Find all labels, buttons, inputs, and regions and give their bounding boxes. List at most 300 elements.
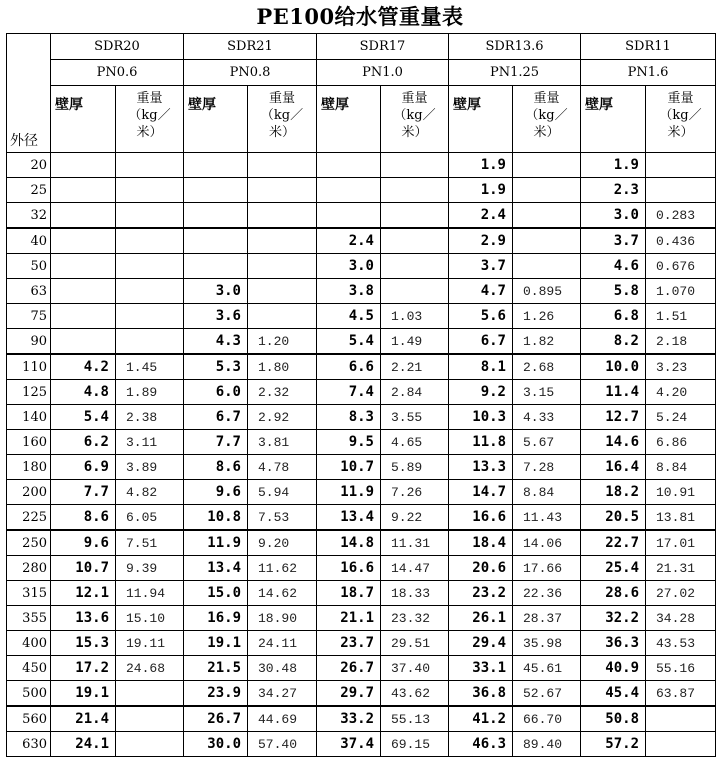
weight-cell: 28.37 [513, 606, 581, 631]
wall-thickness-cell: 11.8 [449, 430, 513, 455]
outer-diameter-cell: 40 [7, 228, 51, 254]
wall-thickness-cell: 21.4 [51, 706, 116, 732]
weight-cell: 4.78 [248, 455, 317, 480]
wall-thickness-cell: 12.1 [51, 581, 116, 606]
outer-diameter-cell: 75 [7, 304, 51, 329]
weight-label-line: 重量 [533, 91, 560, 106]
wall-thickness-cell: 14.6 [581, 430, 646, 455]
table-row [7, 505, 716, 531]
weight-cell [248, 153, 317, 178]
outer-diameter-cell: 225 [7, 505, 51, 531]
weight-header [116, 86, 184, 153]
wall-thickness-header [317, 86, 381, 153]
outer-diameter-cell: 280 [7, 556, 51, 581]
weight-cell: 29.51 [381, 631, 449, 656]
weight-cell: 34.27 [248, 681, 317, 707]
outer-diameter-cell: 500 [7, 681, 51, 707]
wall-thickness-cell: 26.7 [184, 706, 248, 732]
wall-thickness-cell: 4.2 [51, 354, 116, 380]
weight-cell: 34.28 [646, 606, 716, 631]
outer-diameter-cell: 125 [7, 380, 51, 405]
table-row [7, 405, 716, 430]
table-row [7, 380, 716, 405]
weight-cell: 7.53 [248, 505, 317, 531]
weight-cell: 6.86 [646, 430, 716, 455]
weight-cell: 1.82 [513, 329, 581, 355]
weight-cell [116, 178, 184, 203]
wall-thickness-cell: 9.5 [317, 430, 381, 455]
weight-cell: 22.36 [513, 581, 581, 606]
weight-cell [116, 329, 184, 355]
wall-thickness-cell: 5.8 [581, 279, 646, 304]
weight-cell [116, 203, 184, 229]
table-row [7, 530, 716, 556]
wall-thickness-cell: 2.4 [317, 228, 381, 254]
weight-cell: 7.51 [116, 530, 184, 556]
wall-thickness-cell: 7.7 [184, 430, 248, 455]
weight-cell: 3.15 [513, 380, 581, 405]
wall-thickness-cell: 10.0 [581, 354, 646, 380]
wall-thickness-cell: 28.6 [581, 581, 646, 606]
wall-thickness-cell: 4.8 [51, 380, 116, 405]
wall-thickness-cell [184, 178, 248, 203]
wall-thickness-cell: 7.7 [51, 480, 116, 505]
outer-diameter-cell: 400 [7, 631, 51, 656]
weight-cell [646, 153, 716, 178]
weight-cell: 11.43 [513, 505, 581, 531]
wall-thickness-cell: 22.7 [581, 530, 646, 556]
wall-thickness-cell: 37.4 [317, 732, 381, 757]
wall-thickness-cell: 6.9 [51, 455, 116, 480]
weight-cell: 4.82 [116, 480, 184, 505]
wall-thickness-cell: 13.4 [317, 505, 381, 531]
wall-thickness-cell: 29.4 [449, 631, 513, 656]
weight-cell [513, 153, 581, 178]
weight-cell: 17.01 [646, 530, 716, 556]
weight-label-line: 重量 [667, 91, 694, 106]
weight-cell: 5.24 [646, 405, 716, 430]
weight-cell: 52.67 [513, 681, 581, 707]
wall-thickness-cell: 5.4 [317, 329, 381, 355]
weight-cell: 1.20 [248, 329, 317, 355]
table-row [7, 153, 716, 178]
wall-thickness-cell: 21.1 [317, 606, 381, 631]
pn-header: PN1.25 [449, 60, 581, 86]
pn-header: PN1.6 [581, 60, 716, 86]
weight-cell [116, 279, 184, 304]
outer-diameter-cell: 63 [7, 279, 51, 304]
weight-cell: 19.11 [116, 631, 184, 656]
weight-cell: 2.92 [248, 405, 317, 430]
weight-cell: 0.436 [646, 228, 716, 254]
weight-cell [116, 254, 184, 279]
wall-thickness-cell: 15.0 [184, 581, 248, 606]
weight-cell [248, 304, 317, 329]
wall-thickness-label: 壁厚 [453, 97, 481, 113]
outer-diameter-cell: 315 [7, 581, 51, 606]
weight-cell: 3.81 [248, 430, 317, 455]
weight-cell: 43.53 [646, 631, 716, 656]
weight-cell: 63.87 [646, 681, 716, 707]
table-row [7, 329, 716, 355]
weight-cell: 7.26 [381, 480, 449, 505]
table-title: PE100给水管重量表 [256, 4, 464, 29]
od-column-header [7, 34, 51, 153]
wall-thickness-cell: 50.8 [581, 706, 646, 732]
sdr-header: SDR21 [184, 34, 317, 60]
od-header-label: 外径 [10, 133, 38, 149]
sdr-header: SDR20 [51, 34, 184, 60]
wall-thickness-cell: 17.2 [51, 656, 116, 681]
wall-thickness-header [449, 86, 513, 153]
wall-thickness-cell: 2.4 [449, 203, 513, 229]
weight-cell: 13.81 [646, 505, 716, 531]
weight-cell: 69.15 [381, 732, 449, 757]
outer-diameter-cell: 180 [7, 455, 51, 480]
outer-diameter-cell: 90 [7, 329, 51, 355]
weight-cell: 1.070 [646, 279, 716, 304]
weight-cell: 0.283 [646, 203, 716, 229]
weight-label-line: 米） [136, 125, 163, 140]
weight-cell: 1.89 [116, 380, 184, 405]
wall-thickness-cell [51, 178, 116, 203]
wall-thickness-cell: 3.0 [317, 254, 381, 279]
weight-cell [248, 228, 317, 254]
weight-cell: 9.20 [248, 530, 317, 556]
weight-cell: 43.62 [381, 681, 449, 707]
weight-cell: 2.84 [381, 380, 449, 405]
wall-thickness-cell [317, 153, 381, 178]
wall-thickness-cell: 3.8 [317, 279, 381, 304]
wall-thickness-cell: 2.3 [581, 178, 646, 203]
weight-cell: 37.40 [381, 656, 449, 681]
wall-thickness-cell: 15.3 [51, 631, 116, 656]
weight-cell: 8.84 [513, 480, 581, 505]
weight-label-line: 米） [401, 125, 428, 140]
weight-cell: 14.47 [381, 556, 449, 581]
wall-thickness-cell: 1.9 [449, 153, 513, 178]
wall-thickness-cell: 10.3 [449, 405, 513, 430]
wall-thickness-cell: 5.3 [184, 354, 248, 380]
wall-thickness-cell: 1.9 [449, 178, 513, 203]
weight-cell: 5.67 [513, 430, 581, 455]
outer-diameter-cell: 450 [7, 656, 51, 681]
outer-diameter-cell: 200 [7, 480, 51, 505]
wall-thickness-cell: 14.7 [449, 480, 513, 505]
wall-thickness-cell: 8.1 [449, 354, 513, 380]
weight-cell: 21.31 [646, 556, 716, 581]
weight-cell: 11.31 [381, 530, 449, 556]
weight-cell: 4.65 [381, 430, 449, 455]
weight-label-line: 重量 [268, 91, 295, 106]
weight-cell: 55.13 [381, 706, 449, 732]
weight-cell: 3.89 [116, 455, 184, 480]
outer-diameter-cell: 140 [7, 405, 51, 430]
wall-thickness-cell: 4.3 [184, 329, 248, 355]
weight-cell: 9.22 [381, 505, 449, 531]
wall-thickness-cell [51, 203, 116, 229]
weight-cell [116, 681, 184, 707]
weight-label-line: （kg／ [659, 108, 702, 123]
weight-cell: 3.11 [116, 430, 184, 455]
weight-cell [116, 732, 184, 757]
weight-cell: 0.895 [513, 279, 581, 304]
weight-cell [513, 203, 581, 229]
weight-cell: 10.91 [646, 480, 716, 505]
weight-cell: 6.05 [116, 505, 184, 531]
wall-thickness-cell [184, 254, 248, 279]
wall-thickness-cell: 16.4 [581, 455, 646, 480]
wall-thickness-cell: 2.9 [449, 228, 513, 254]
table-row [7, 631, 716, 656]
weight-cell: 11.62 [248, 556, 317, 581]
table-row [7, 354, 716, 380]
weight-cell [646, 178, 716, 203]
weight-cell: 1.03 [381, 304, 449, 329]
weight-cell: 35.98 [513, 631, 581, 656]
wall-thickness-cell [184, 153, 248, 178]
weight-cell: 27.02 [646, 581, 716, 606]
table-row [7, 228, 716, 254]
wall-thickness-cell: 41.2 [449, 706, 513, 732]
weight-cell: 15.10 [116, 606, 184, 631]
table-row [7, 203, 716, 229]
wall-thickness-cell [51, 329, 116, 355]
table-row [7, 581, 716, 606]
wall-thickness-cell: 9.6 [184, 480, 248, 505]
pn-header: PN1.0 [317, 60, 449, 86]
weight-cell: 5.94 [248, 480, 317, 505]
weight-cell [248, 254, 317, 279]
weight-cell: 3.23 [646, 354, 716, 380]
wall-thickness-cell: 8.6 [184, 455, 248, 480]
weight-label-line: 重量 [401, 91, 428, 106]
wall-thickness-cell: 13.4 [184, 556, 248, 581]
weight-cell [646, 732, 716, 757]
table-row [7, 455, 716, 480]
wall-thickness-cell: 6.6 [317, 354, 381, 380]
wall-thickness-cell: 20.5 [581, 505, 646, 531]
wall-thickness-cell: 3.0 [184, 279, 248, 304]
outer-diameter-cell: 110 [7, 354, 51, 380]
table-row [7, 656, 716, 681]
wall-thickness-cell: 7.4 [317, 380, 381, 405]
wall-thickness-cell: 3.6 [184, 304, 248, 329]
wall-thickness-cell: 14.8 [317, 530, 381, 556]
weight-cell: 24.68 [116, 656, 184, 681]
weight-cell: 9.39 [116, 556, 184, 581]
wall-thickness-cell [51, 153, 116, 178]
weight-cell [381, 228, 449, 254]
wall-thickness-cell: 46.3 [449, 732, 513, 757]
wall-thickness-cell: 23.9 [184, 681, 248, 707]
sdr-header: SDR11 [581, 34, 716, 60]
wall-thickness-cell: 19.1 [51, 681, 116, 707]
table-row [7, 732, 716, 757]
wall-thickness-cell: 18.4 [449, 530, 513, 556]
weight-cell [116, 228, 184, 254]
weight-cell: 45.61 [513, 656, 581, 681]
outer-diameter-cell: 25 [7, 178, 51, 203]
weight-cell: 1.45 [116, 354, 184, 380]
wall-thickness-cell [51, 228, 116, 254]
wall-thickness-cell: 6.7 [184, 405, 248, 430]
weight-cell: 44.69 [248, 706, 317, 732]
wall-thickness-cell: 6.7 [449, 329, 513, 355]
wall-thickness-cell: 36.8 [449, 681, 513, 707]
weight-cell [381, 178, 449, 203]
wall-thickness-label: 壁厚 [188, 97, 216, 113]
outer-diameter-cell: 630 [7, 732, 51, 757]
wall-thickness-cell: 12.7 [581, 405, 646, 430]
wall-thickness-header [581, 86, 646, 153]
weight-label-line: （kg／ [128, 108, 171, 123]
weight-cell: 2.21 [381, 354, 449, 380]
weight-label-line: （kg／ [525, 108, 568, 123]
weight-cell: 4.33 [513, 405, 581, 430]
wall-thickness-cell: 26.7 [317, 656, 381, 681]
table-row [7, 304, 716, 329]
table-row [7, 606, 716, 631]
wall-thickness-header [51, 86, 116, 153]
wall-thickness-cell: 16.9 [184, 606, 248, 631]
weight-cell: 30.48 [248, 656, 317, 681]
wall-thickness-cell: 25.4 [581, 556, 646, 581]
weight-header [248, 86, 317, 153]
weight-label-line: 重量 [136, 91, 163, 106]
wall-thickness-cell: 10.8 [184, 505, 248, 531]
wall-thickness-cell: 6.8 [581, 304, 646, 329]
weight-cell: 1.80 [248, 354, 317, 380]
wall-thickness-cell [317, 178, 381, 203]
weight-cell: 1.26 [513, 304, 581, 329]
wall-thickness-cell: 10.7 [317, 455, 381, 480]
weight-cell [248, 178, 317, 203]
weight-cell: 23.32 [381, 606, 449, 631]
wall-thickness-cell: 21.5 [184, 656, 248, 681]
wall-thickness-cell: 57.2 [581, 732, 646, 757]
weight-label-line: 米） [268, 125, 295, 140]
table-row [7, 556, 716, 581]
table-row [7, 681, 716, 707]
weight-cell [116, 706, 184, 732]
wall-thickness-cell: 11.4 [581, 380, 646, 405]
wall-thickness-cell: 40.9 [581, 656, 646, 681]
wall-thickness-cell: 1.9 [581, 153, 646, 178]
outer-diameter-cell: 560 [7, 706, 51, 732]
wall-thickness-label: 壁厚 [321, 97, 349, 113]
table-row [7, 279, 716, 304]
weight-cell: 11.94 [116, 581, 184, 606]
wall-thickness-cell: 8.6 [51, 505, 116, 531]
weight-cell [381, 254, 449, 279]
wall-thickness-cell: 9.2 [449, 380, 513, 405]
wall-thickness-cell: 32.2 [581, 606, 646, 631]
weight-cell: 7.28 [513, 455, 581, 480]
wall-thickness-cell: 33.1 [449, 656, 513, 681]
weight-cell: 18.90 [248, 606, 317, 631]
outer-diameter-cell: 250 [7, 530, 51, 556]
weight-cell [513, 178, 581, 203]
wall-thickness-cell: 23.7 [317, 631, 381, 656]
wall-thickness-cell: 3.7 [581, 228, 646, 254]
weight-header [381, 86, 449, 153]
weight-cell: 55.16 [646, 656, 716, 681]
outer-diameter-cell: 32 [7, 203, 51, 229]
wall-thickness-cell: 8.2 [581, 329, 646, 355]
weight-cell: 57.40 [248, 732, 317, 757]
wall-thickness-cell: 23.2 [449, 581, 513, 606]
weight-cell: 2.68 [513, 354, 581, 380]
wall-thickness-cell: 13.6 [51, 606, 116, 631]
weight-label-line: （kg／ [260, 108, 304, 123]
wall-thickness-cell: 8.3 [317, 405, 381, 430]
weight-cell: 3.55 [381, 405, 449, 430]
wall-thickness-cell [51, 254, 116, 279]
weight-header [513, 86, 581, 153]
weight-cell: 24.11 [248, 631, 317, 656]
weight-cell: 14.06 [513, 530, 581, 556]
outer-diameter-cell: 20 [7, 153, 51, 178]
wall-thickness-cell: 5.4 [51, 405, 116, 430]
wall-thickness-cell: 6.0 [184, 380, 248, 405]
wall-thickness-cell: 18.2 [581, 480, 646, 505]
wall-thickness-header [184, 86, 248, 153]
table-row [7, 254, 716, 279]
table-row [7, 178, 716, 203]
weight-cell [381, 203, 449, 229]
wall-thickness-cell: 11.9 [184, 530, 248, 556]
wall-thickness-cell: 10.7 [51, 556, 116, 581]
weight-header [646, 86, 716, 153]
wall-thickness-cell: 29.7 [317, 681, 381, 707]
weight-cell [381, 153, 449, 178]
wall-thickness-cell: 24.1 [51, 732, 116, 757]
weight-cell: 14.62 [248, 581, 317, 606]
wall-thickness-cell: 19.1 [184, 631, 248, 656]
weight-cell [513, 254, 581, 279]
weight-cell: 4.20 [646, 380, 716, 405]
wall-thickness-cell: 3.0 [581, 203, 646, 229]
pn-header: PN0.8 [184, 60, 317, 86]
wall-thickness-cell [317, 203, 381, 229]
wall-thickness-cell: 13.3 [449, 455, 513, 480]
weight-cell: 2.38 [116, 405, 184, 430]
wall-thickness-cell: 20.6 [449, 556, 513, 581]
wall-thickness-cell: 16.6 [449, 505, 513, 531]
weight-cell: 0.676 [646, 254, 716, 279]
wall-thickness-cell: 5.6 [449, 304, 513, 329]
weight-label-line: 米） [667, 125, 694, 140]
table-row [7, 480, 716, 505]
weight-cell [513, 228, 581, 254]
wall-thickness-cell: 6.2 [51, 430, 116, 455]
wall-thickness-label: 壁厚 [585, 97, 613, 113]
weight-cell [646, 706, 716, 732]
wall-thickness-cell [51, 279, 116, 304]
sdr-header: SDR13.6 [449, 34, 581, 60]
wall-thickness-cell [51, 304, 116, 329]
wall-thickness-cell: 16.6 [317, 556, 381, 581]
wall-thickness-label: 壁厚 [55, 97, 83, 113]
wall-thickness-cell: 4.5 [317, 304, 381, 329]
wall-thickness-cell: 3.7 [449, 254, 513, 279]
outer-diameter-cell: 355 [7, 606, 51, 631]
weight-cell [116, 153, 184, 178]
table-row [7, 430, 716, 455]
wall-thickness-cell: 33.2 [317, 706, 381, 732]
weight-cell: 2.32 [248, 380, 317, 405]
